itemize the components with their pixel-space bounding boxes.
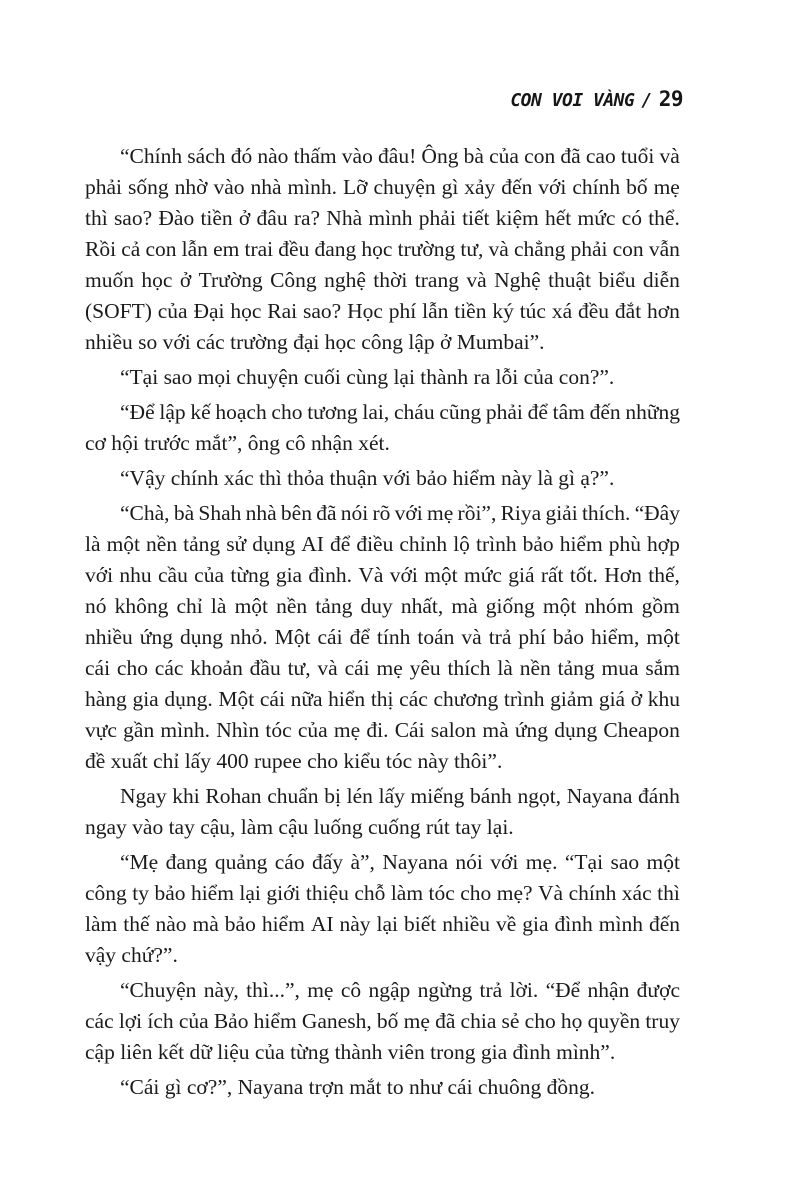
text-line: cái cho các khoản đầu tư, và cái mẹ yêu thích là nền tảng mua sắm <box>85 656 680 680</box>
paragraph <box>85 362 680 393</box>
text-line: ngay vào tay cậu, làm cậu luống cuống rút tay lại. <box>85 815 514 839</box>
text-line: thì sao? Đào tiền ở đâu ra? Nhà mình phải tiết kiệm hết mức có thể. <box>85 206 680 230</box>
paragraph <box>85 498 680 777</box>
text-line: cập liên kết dữ liệu của từng thành viên trong gia đình mình”. <box>85 1040 616 1064</box>
text-line: “Chuyện này, thì...”, mẹ cô ngập ngừng trả lời. “Để nhận được <box>120 978 680 1002</box>
text-line: là một nền tảng sử dụng AI để điều chỉnh lộ trình bảo hiểm phù hợp <box>85 532 680 556</box>
text-line: “Để lập kế hoạch cho tương lai, cháu cũng phải để tâm đến những <box>120 400 680 424</box>
text-line: “Chính sách đó nào thấm vào đâu! Ông bà của con đã cao tuổi và <box>120 144 680 168</box>
text-line: các lợi ích của Bảo hiểm Ganesh, bố mẹ đã chia sẻ cho họ quyền truy <box>85 1009 680 1033</box>
paragraph <box>85 975 680 1068</box>
page-header <box>510 89 683 110</box>
text-line: đề xuất chỉ lấy 400 rupee cho kiểu tóc này thôi”. <box>85 749 503 773</box>
text-line: với nhu cầu của từng gia đình. Và với một mức giá rất tốt. Hơn thế, <box>85 563 680 587</box>
paragraph <box>85 463 680 494</box>
body-text <box>85 141 680 1107</box>
text-line: (SOFT) của Đại học Rai sao? Học phí lẫn tiền ký túc xá đều đắt hơn <box>85 299 680 323</box>
page-number: 29 <box>658 87 683 111</box>
paragraph <box>85 1072 680 1103</box>
text-line: “Mẹ đang quảng cáo đấy à”, Nayana nói với mẹ. “Tại sao một <box>120 850 680 874</box>
text-line: cơ hội trước mắt”, ông cô nhận xét. <box>85 431 390 455</box>
text-line: phải sống nhờ vào nhà mình. Lỡ chuyện gì xảy đến với chính bố mẹ <box>85 175 680 199</box>
text-line: công ty bảo hiểm lại giới thiệu chỗ làm tóc cho mẹ? Và chính xác thì <box>85 881 680 905</box>
header-separator: / <box>641 90 652 111</box>
paragraph <box>85 847 680 971</box>
text-line: hàng gia dụng. Một cái nữa hiển thị các chương trình giảm giá ở khu <box>85 687 680 711</box>
text-line: “Cái gì cơ?”, Nayana trợn mắt to như cái chuông đồng. <box>120 1075 595 1099</box>
text-line: “Vậy chính xác thì thỏa thuận với bảo hiểm này là gì ạ?”. <box>120 466 615 490</box>
text-line: làm thế nào mà bảo hiểm AI này lại biết nhiều về gia đình mình đến <box>85 912 680 936</box>
running-title: CON VOI VÀNG <box>510 90 635 111</box>
text-line: Rồi cả con lẫn em trai đều đang học trường tư, và chẳng phải con vẫn <box>85 237 680 261</box>
paragraph <box>85 397 680 459</box>
text-line: “Chà, bà Shah nhà bên đã nói rõ với mẹ rồi”, Riya giải thích. “Đây <box>120 501 680 525</box>
text-line: muốn học ở Trường Công nghệ thời trang và Nghệ thuật biểu diễn <box>85 268 680 292</box>
text-line: nhiều so với các trường đại học công lập ở Mumbai”. <box>85 330 545 354</box>
text-line: nhiều ứng dụng nhỏ. Một cái để tính toán và trả phí bảo hiểm, một <box>85 625 680 649</box>
text-line: vậy chứ?”. <box>85 943 178 967</box>
paragraph <box>85 781 680 843</box>
text-line: vực gần mình. Nhìn tóc của mẹ đi. Cái salon mà ứng dụng Cheapon <box>85 718 680 742</box>
text-line: Ngay khi Rohan chuẩn bị lén lấy miếng bánh ngọt, Nayana đánh <box>120 784 680 808</box>
text-line: “Tại sao mọi chuyện cuối cùng lại thành ra lỗi của con?”. <box>120 365 615 389</box>
text-line: nó không chỉ là một nền tảng duy nhất, mà giống một nhóm gồm <box>85 594 680 618</box>
paragraph <box>85 141 680 358</box>
